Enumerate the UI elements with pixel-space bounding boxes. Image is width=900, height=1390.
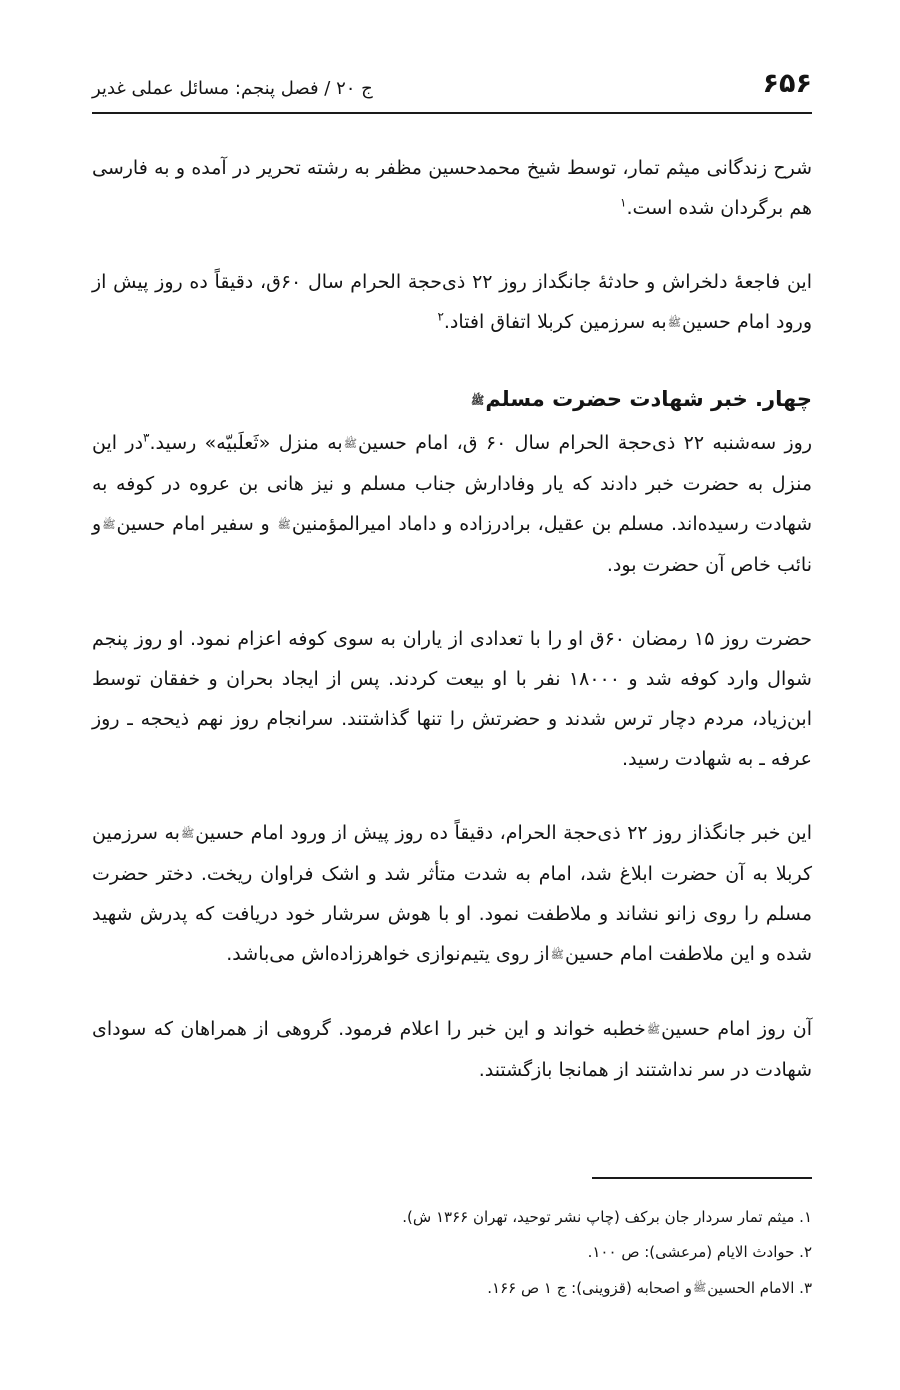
book-page — [92, 62, 812, 1352]
paragraph-3-text-b: به منزل «ثَعلَبیّه» رسید. — [149, 432, 343, 454]
paragraph-5 — [92, 813, 812, 975]
salutation-icon: ﷺ — [180, 827, 195, 840]
section-heading — [92, 377, 812, 423]
paragraph-3-text-a: روز سه‌شنبه ۲۲ ذی‌حجة الحرام سال ۶۰ ق، امام حسین — [358, 432, 812, 454]
paragraph-3-text-e: و نائب خاص آن حضرت بود. — [92, 513, 812, 576]
body-text — [92, 148, 812, 1090]
section-heading-text: چهار. خبر شهادت حضرت مسلم — [485, 387, 812, 411]
salutation-icon: ﷺ — [343, 437, 358, 450]
paragraph-2-text-a: این فاجعهٔ دلخراش و حادثهٔ جانگداز روز ۲۲ ذی‌حجة الحرام سال ۶۰ق، دقیقاً ده روز پیش از ورود امام حسین — [92, 271, 813, 333]
footnote-ref-2: ۲ — [437, 309, 444, 324]
paragraph-5-text-a: این خبر جانگذاز روز ۲۲ ذی‌حجة الحرام، دقیقاً ده روز پیش از ورود امام حسین — [195, 822, 812, 844]
footnotes — [92, 1200, 812, 1306]
salutation-icon: ﷺ — [471, 394, 485, 407]
salutation-icon: ﷺ — [667, 316, 682, 329]
paragraph-2 — [92, 262, 812, 343]
paragraph-5-text-c: از روی یتیم‌نوازی خواهرزاده‌اش می‌باشد. — [226, 943, 550, 965]
salutation-icon: ﷺ — [102, 518, 116, 531]
footnote-ref-3: ۳ — [143, 430, 150, 445]
paragraph-3-text-d: و سفیر امام حسین — [116, 513, 270, 535]
paragraph-3 — [92, 423, 812, 585]
paragraph-1-text: شرح زندگانی میثم تمار، توسط شیخ محمدحسین مظفر به رشته تحریر در آمده و به فارسی هم برگردان شده است. — [92, 157, 812, 219]
salutation-icon: ﷺ — [692, 1281, 707, 1294]
paragraph-4: حضرت روز ۱۵ رمضان ۶۰ق او را با تعدادی از یاران به سوی کوفه اعزام نمود. او روز پنجم شوال وارد کوفه شد و ۱۸۰۰۰ نفر با او بیعت کردند. پس از ایجاد بحران و خفقان توسط ابن‌زیاد، مردم دچار ترس شدند و حضرتش را تنها گذاشتند. سرانجام روز نهم ذیحجه ـ روز عرفه ـ به شهادت رسید. — [92, 628, 812, 770]
paragraph-5-text-b: به سرزمین کربلا به آن حضرت ابلاغ شد، امام به شدت متأثر شد و اشک فراوان ریخت. دختر حضرت مسلم را روی زانو نشاند و ملاطفت نمود. او با هوش سرشار خود دریافت که پدرش شهید شده و این ملاطفت امام حسین — [92, 822, 812, 965]
salutation-icon: ﷺ — [646, 1023, 661, 1036]
page-number: ۶۵۶ — [762, 68, 812, 99]
footnote-2: ۲. حوادث الایام (مرعشی): ص ۱۰۰. — [587, 1243, 812, 1261]
paragraph-6 — [92, 1009, 812, 1090]
salutation-icon: ﷺ — [277, 518, 291, 531]
footnote-3-text-b: و اصحابه (قزوینی): ج ۱ ص ۱۶۶. — [487, 1279, 692, 1297]
paragraph-6-text-b: خطبه خواند و این خبر را اعلام فرمود. گروهی از همراهان که سودای شهادت در سر نداشتند از همانجا بازگشتند. — [92, 1018, 812, 1081]
footnote-3-text-a: ۳. الامام الحسین — [707, 1279, 812, 1297]
running-header — [92, 62, 812, 114]
footnote-divider — [592, 1177, 812, 1179]
paragraph-3-text-c: در این منزل به حضرت خبر دادند که یار وفادارش جناب مسلم و نیز هانی بن عروه در کوفه به شهادت رسیده‌اند. مسلم بن عقیل، برادرزاده و داماد امیرالمؤمنین — [92, 432, 812, 535]
paragraph-6-text-a: آن روز امام حسین — [661, 1018, 813, 1040]
running-title: ج ۲۰ / فصل پنجم: مسائل عملی غدیر — [92, 78, 373, 99]
paragraph-1 — [92, 148, 812, 228]
salutation-icon: ﷺ — [550, 948, 564, 961]
footnote-1: ۱. میثم تمار سردار جان برکف (چاپ نشر توحید، تهران ۱۳۶۶ ش). — [402, 1208, 812, 1226]
footnote-ref-1: ۱ — [620, 195, 627, 210]
paragraph-2-text-b: به سرزمین کربلا اتفاق افتاد. — [443, 311, 667, 333]
footnote-3 — [92, 1270, 812, 1306]
